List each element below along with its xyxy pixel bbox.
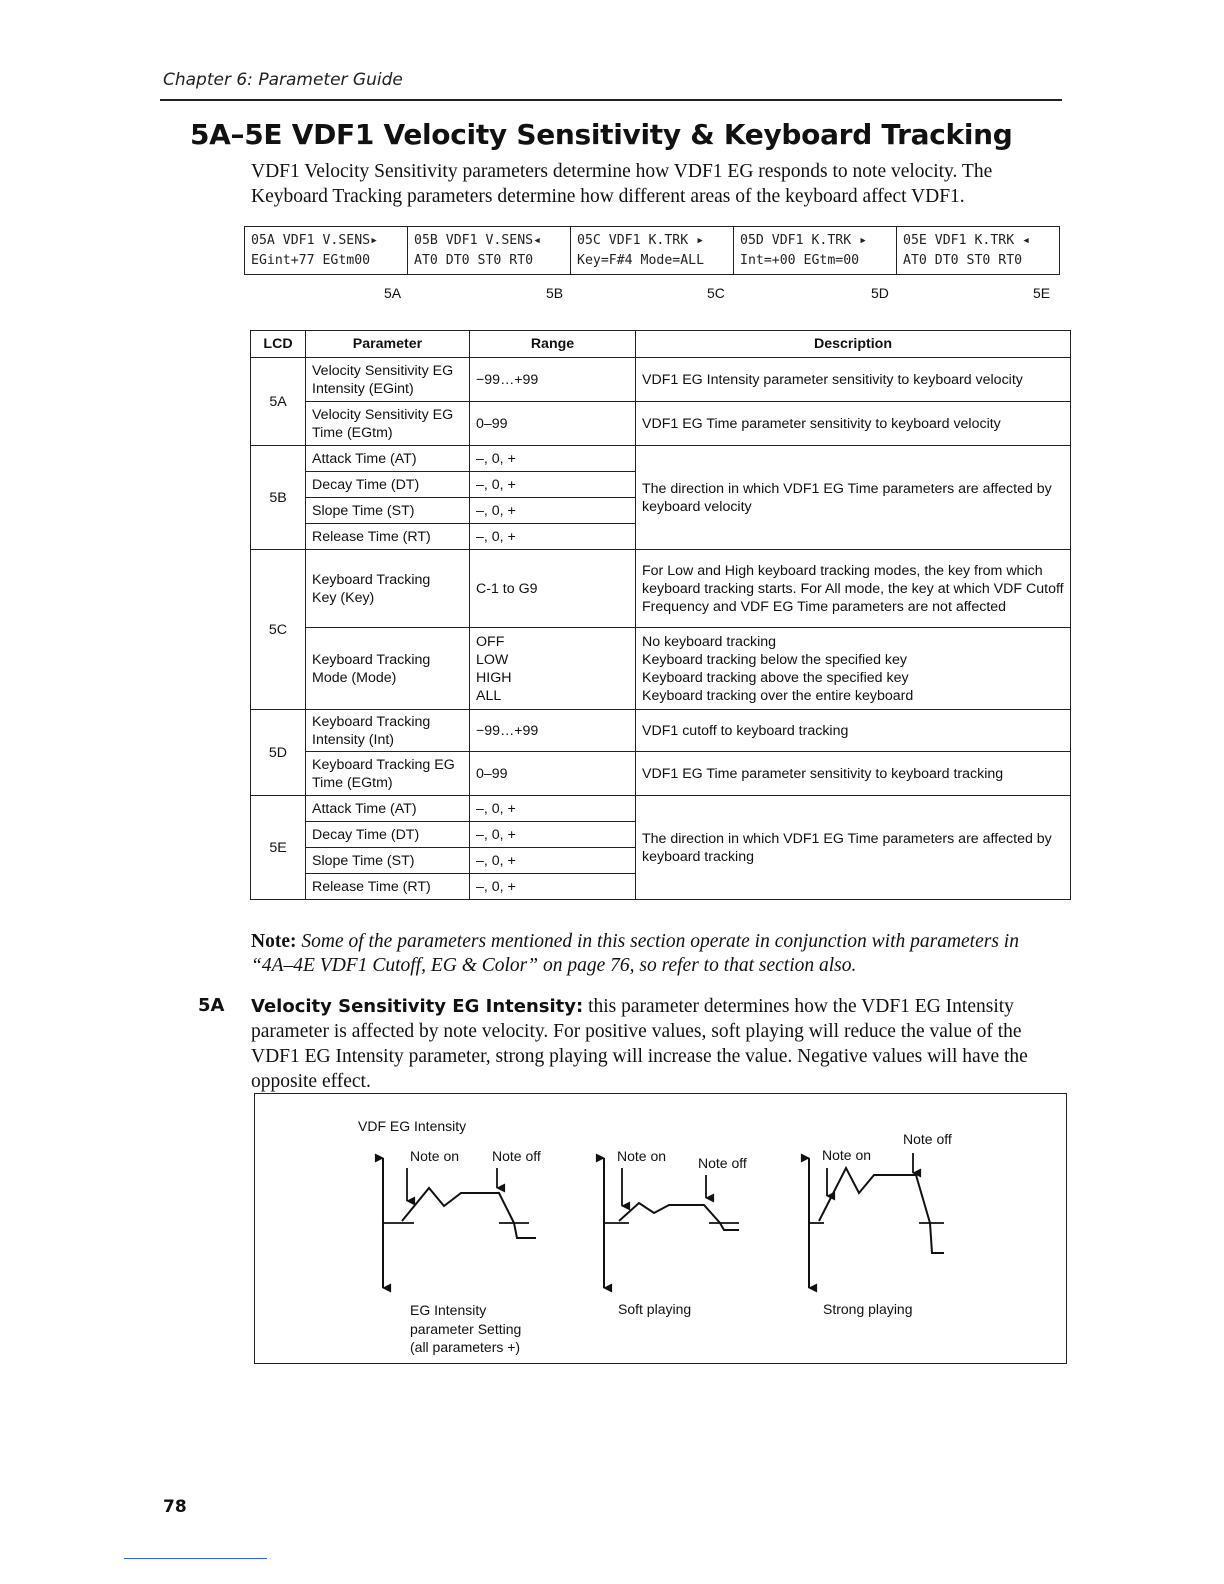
lcd-screen-5c [571, 227, 734, 274]
lcd-line: Key=F#4 Mode=ALL [577, 253, 705, 268]
range-cell: OFF LOW HIGH ALL [470, 628, 636, 710]
desc-cell: The direction in which VDF1 EG Time parameters are affected by keyboard tracking [636, 796, 1071, 900]
range-cell: −99…+99 [470, 710, 636, 752]
section-title: 5A–5E VDF1 Velocity Sensitivity & Keyboard Tracking [190, 118, 1013, 151]
lcd-screen-5d [734, 227, 897, 274]
lcd-screen-5e [897, 227, 1059, 274]
lcd-line: Int=+00 EGtm=00 [740, 253, 860, 268]
col-header-lcd: LCD [251, 331, 306, 358]
desc-cell: For Low and High keyboard tracking modes, the key from which keyboard tracking starts. For All mode, the key at which VDF Cutoff Frequency and VDF EG Time parameters are not affected [636, 550, 1071, 628]
range-cell: –, 0, + [470, 796, 636, 822]
figure-title: VDF EG Intensity [358, 1118, 467, 1134]
caption-soft: Soft playing [618, 1301, 692, 1317]
note-paragraph [251, 930, 1066, 978]
lcd-cell: 5D [251, 710, 306, 796]
table-header-row [251, 331, 1071, 358]
note-off-label: Note off [698, 1155, 747, 1171]
desc-cell: VDF1 EG Time parameter sensitivity to keyboard velocity [636, 402, 1071, 446]
range-cell: 0–99 [470, 402, 636, 446]
header-divider [160, 99, 1062, 101]
lcd-label-5d: 5D [871, 285, 889, 301]
range-cell: –, 0, + [470, 524, 636, 550]
lcd-label-5b: 5B [546, 285, 564, 301]
table-row [251, 358, 1071, 402]
desc-cell: VDF1 EG Time parameter sensitivity to keyboard tracking [636, 752, 1071, 796]
section-5a-paragraph [251, 994, 1063, 1094]
eg-envelope [619, 1203, 739, 1230]
eg-panel-soft [604, 1158, 739, 1288]
lcd-line: 05D VDF1 K.TRK ▸ [740, 233, 868, 248]
note-off-label: Note off [492, 1148, 541, 1164]
param-cell: Slope Time (ST) [306, 848, 470, 874]
note-on-label: Note on [410, 1148, 460, 1164]
range-cell: –, 0, + [470, 446, 636, 472]
lcd-line: 05C VDF1 K.TRK ▸ [577, 233, 705, 248]
section-5a-lead: Velocity Sensitivity EG Intensity: [251, 996, 584, 1017]
desc-cell: VDF1 EG Intensity parameter sensitivity to keyboard velocity [636, 358, 1071, 402]
param-cell: Decay Time (DT) [306, 822, 470, 848]
lcd-line: 05E VDF1 K.TRK ◂ [903, 233, 1031, 248]
param-cell: Keyboard Tracking Mode (Mode) [306, 628, 470, 710]
table-row [251, 796, 1071, 822]
param-cell: Velocity Sensitivity EG Intensity (EGint) [306, 358, 470, 402]
eg-envelope [402, 1188, 536, 1238]
lcd-label-5e: 5E [1033, 285, 1051, 301]
table-row [251, 628, 1071, 710]
table-row [251, 402, 1071, 446]
lcd-screen-5b [408, 227, 571, 274]
table-row [251, 710, 1071, 752]
param-cell: Decay Time (DT) [306, 472, 470, 498]
note-text: Some of the parameters mentioned in this section operate in conjunction with parameters in “4A–4E VDF1 Cutoff, EG & Color” on page 76, so refer to that section also. [251, 931, 1019, 976]
eg-panel-setting [383, 1158, 536, 1288]
note-off-label: Note off [903, 1131, 952, 1147]
desc-cell: No keyboard tracking Keyboard tracking below the specified key Keyboard tracking above the specified key Keyboard tracking over the entire keyboard [636, 628, 1071, 710]
range-cell: –, 0, + [470, 822, 636, 848]
page-number: 78 [163, 1497, 187, 1517]
intro-paragraph: VDF1 Velocity Sensitivity parameters determine how VDF1 EG responds to note velocity. The Keyboard Tracking parameters determine how different areas of the keyboard affect VDF1. [251, 161, 993, 207]
col-header-description: Description [636, 331, 1071, 358]
range-cell: C-1 to G9 [470, 550, 636, 628]
param-cell: Keyboard Tracking Intensity (Int) [306, 710, 470, 752]
desc-cell: The direction in which VDF1 EG Time parameters are affected by keyboard velocity [636, 446, 1071, 550]
lcd-screen-5a [245, 227, 408, 274]
caption-line: parameter Setting [410, 1320, 522, 1337]
param-cell: Attack Time (AT) [306, 446, 470, 472]
param-cell: Keyboard Tracking Key (Key) [306, 550, 470, 628]
chapter-header: Chapter 6: Parameter Guide [163, 70, 403, 90]
col-header-parameter: Parameter [306, 331, 470, 358]
param-cell: Attack Time (AT) [306, 796, 470, 822]
lcd-label-5c: 5C [707, 285, 725, 301]
note-label: Note: [251, 931, 297, 952]
section-label-5a: 5A [198, 995, 225, 1016]
section-5a-text: this parameter determines how the VDF1 EG Intensity parameter is affected by note velocity. For positive values, soft playing will reduce the value of the VDF1 EG Intensity parameter, strong playing will increase the value. Negative values will have the opposite effect. [251, 996, 1028, 1092]
table-row [251, 446, 1071, 472]
note-on-label: Note on [822, 1147, 872, 1163]
parameter-table [250, 330, 1071, 900]
lcd-line: AT0 DT0 ST0 RT0 [903, 253, 1023, 268]
lcd-line: 05A VDF1 V.SENS▸ [251, 233, 379, 248]
table-row [251, 550, 1071, 628]
lcd-cell: 5B [251, 446, 306, 550]
caption-setting [410, 1301, 521, 1357]
param-cell: Release Time (RT) [306, 874, 470, 900]
col-header-range: Range [470, 331, 636, 358]
eg-panel-strong [809, 1153, 944, 1288]
caption-line: EG Intensity [410, 1302, 487, 1318]
table-row [251, 752, 1071, 796]
eg-intensity-figure [254, 1093, 1067, 1364]
eg-envelope [819, 1168, 944, 1253]
param-cell: Release Time (RT) [306, 524, 470, 550]
param-cell: Keyboard Tracking EG Time (EGtm) [306, 752, 470, 796]
range-cell: −99…+99 [470, 358, 636, 402]
caption-line: (all parameters +) [410, 1339, 521, 1355]
caption-strong: Strong playing [823, 1301, 913, 1317]
lcd-cell: 5C [251, 550, 306, 710]
lcd-cell: 5A [251, 358, 306, 446]
range-cell: –, 0, + [470, 498, 636, 524]
lcd-label-5a: 5A [384, 285, 402, 301]
desc-cell: VDF1 cutoff to keyboard tracking [636, 710, 1071, 752]
range-cell: –, 0, + [470, 848, 636, 874]
note-on-label: Note on [617, 1148, 667, 1164]
range-cell: 0–99 [470, 752, 636, 796]
param-cell: Slope Time (ST) [306, 498, 470, 524]
lcd-line: 05B VDF1 V.SENS◂ [414, 233, 542, 248]
param-cell: Velocity Sensitivity EG Time (EGtm) [306, 402, 470, 446]
footer-link-line [124, 1558, 267, 1559]
range-cell: –, 0, + [470, 472, 636, 498]
lcd-line: AT0 DT0 ST0 RT0 [414, 253, 534, 268]
lcd-line: EGint+77 EGtm00 [251, 253, 371, 268]
lcd-screens [244, 226, 1060, 275]
range-cell: –, 0, + [470, 874, 636, 900]
lcd-cell: 5E [251, 796, 306, 900]
